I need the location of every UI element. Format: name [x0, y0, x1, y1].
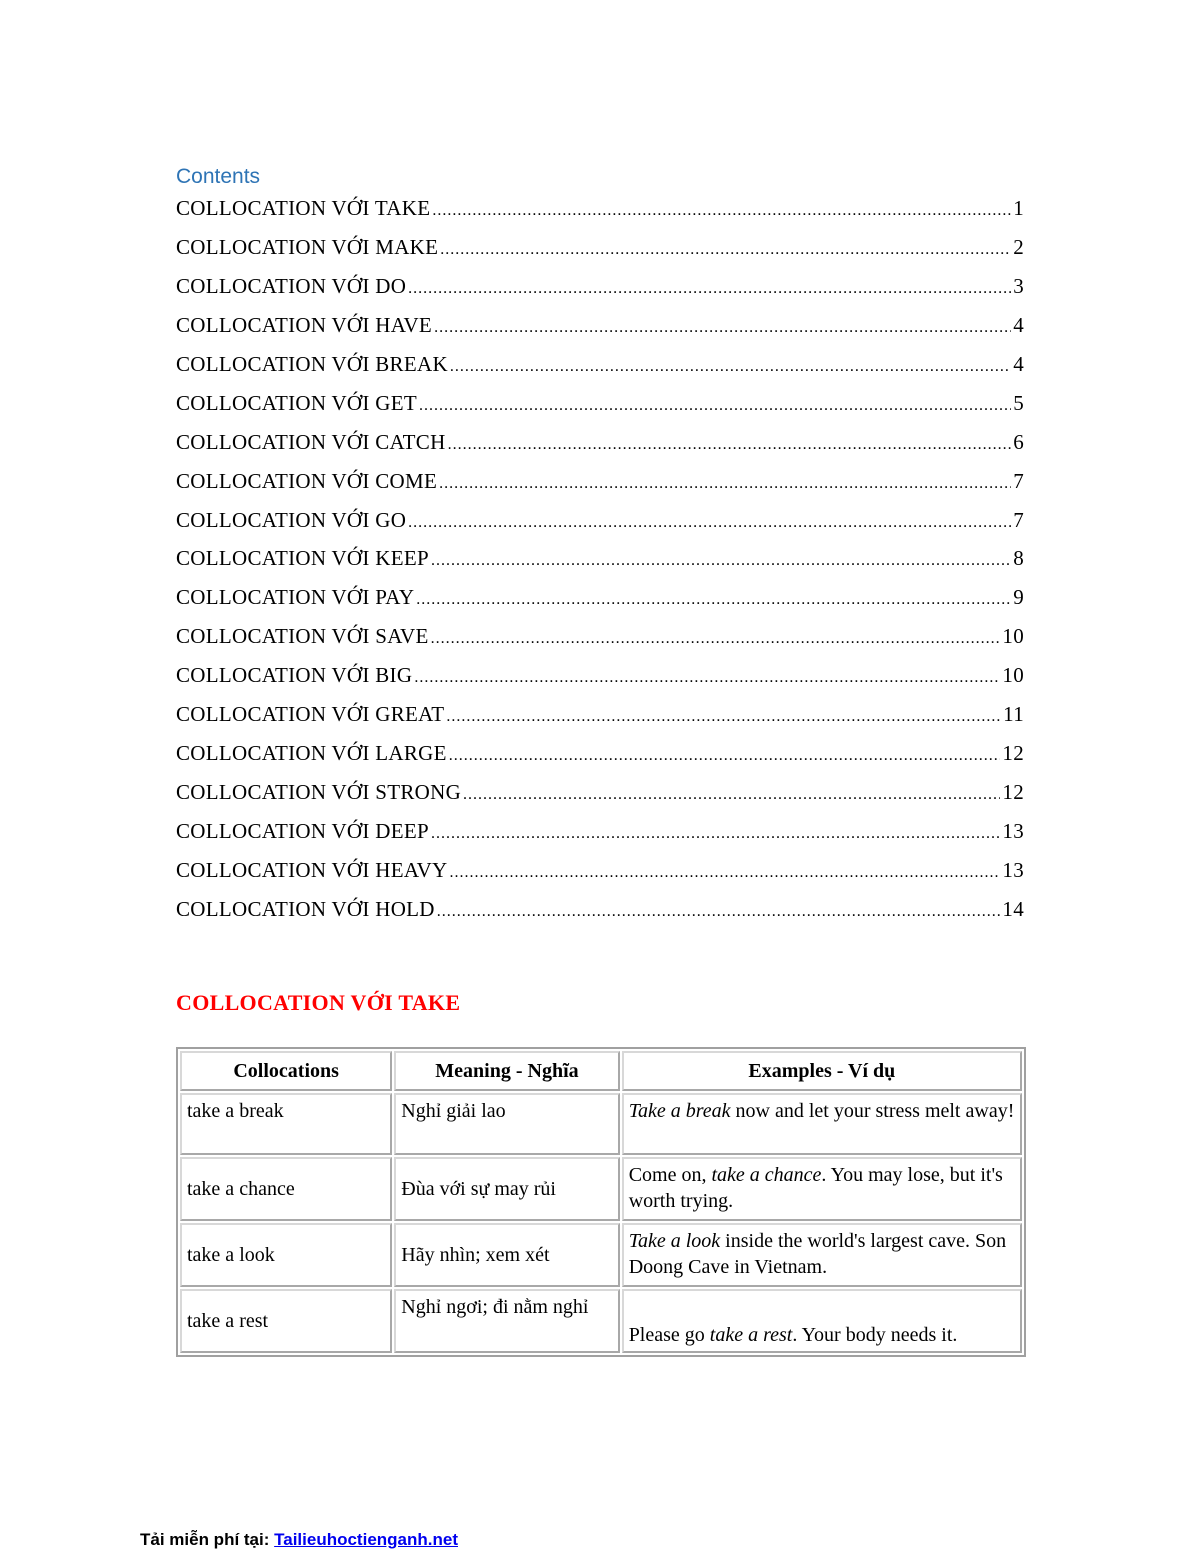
collocation-table-container — [176, 1047, 1026, 1357]
example-text: now and let your stress melt away! — [730, 1100, 1015, 1122]
toc-entry[interactable] — [176, 894, 1024, 933]
toc-entry-label: COLLOCATION VỚI TAKE — [176, 196, 431, 220]
collocation-cell: take a chance — [180, 1157, 392, 1221]
table-row — [180, 1157, 1022, 1221]
toc-leader-dots — [450, 858, 1001, 888]
example-cell — [622, 1289, 1022, 1353]
footer — [140, 1530, 458, 1550]
header-meaning: Meaning - Nghĩa — [394, 1051, 619, 1091]
toc-leader-dots — [450, 352, 1011, 382]
toc-entry[interactable] — [176, 310, 1024, 349]
example-collocation-emphasis: Take a look — [628, 1230, 721, 1252]
collocation-table — [176, 1047, 1026, 1357]
example-cell — [622, 1093, 1022, 1155]
footer-prefix: Tải miễn phí tại: — [140, 1530, 275, 1549]
toc-entry-label: COLLOCATION VỚI PAY — [176, 585, 415, 610]
example-text-prefix: Come on, — [628, 1164, 712, 1186]
table-row — [180, 1223, 1022, 1287]
contents-heading: Contents — [176, 165, 261, 188]
toc-entry[interactable] — [176, 349, 1024, 388]
toc-entry-label: COLLOCATION VỚI STRONG — [176, 780, 462, 805]
toc-leader-dots — [449, 741, 1001, 771]
collocation-cell: take a rest — [180, 1289, 392, 1353]
section-title: COLLOCATION VỚI TAKE — [176, 990, 461, 1015]
meaning-cell: Nghỉ ngơi; đi nằm nghỉ — [394, 1289, 619, 1353]
toc-entry-page: 6 — [1013, 429, 1024, 454]
toc-entry[interactable] — [176, 271, 1024, 310]
toc-entry-page: 10 — [1002, 663, 1024, 688]
toc-leader-dots — [437, 897, 1001, 927]
toc-entry-page: 13 — [1002, 819, 1024, 844]
toc-entry[interactable] — [176, 505, 1024, 544]
meaning-cell: Nghỉ giải lao — [394, 1093, 619, 1155]
table-of-contents — [176, 193, 1024, 933]
toc-entry-label: COLLOCATION VỚI COME — [176, 468, 438, 493]
toc-leader-dots — [439, 469, 1011, 499]
toc-entry-page: 2 — [1013, 234, 1024, 259]
toc-entry-page: 14 — [1002, 897, 1024, 922]
toc-entry-label: COLLOCATION VỚI HAVE — [176, 312, 433, 337]
toc-entry-label: COLLOCATION VỚI DO — [176, 273, 407, 298]
toc-entry[interactable] — [176, 855, 1024, 894]
table-row — [180, 1289, 1022, 1353]
toc-leader-dots — [408, 508, 1011, 538]
toc-entry-page: 7 — [1013, 507, 1024, 532]
toc-entry-page: 11 — [1003, 702, 1024, 727]
toc-entry[interactable] — [176, 777, 1024, 816]
toc-leader-dots — [448, 430, 1012, 460]
toc-entry-page: 9 — [1013, 585, 1024, 610]
toc-leader-dots — [408, 274, 1011, 304]
example-text: . Your body needs it. — [792, 1324, 958, 1346]
toc-entry[interactable] — [176, 738, 1024, 777]
header-examples: Examples - Ví dụ — [622, 1051, 1022, 1091]
toc-entry-page: 4 — [1013, 312, 1024, 337]
toc-leader-dots — [440, 235, 1011, 265]
toc-entry[interactable] — [176, 660, 1024, 699]
toc-entry-label: COLLOCATION VỚI BREAK — [176, 351, 448, 376]
toc-entry-page: 5 — [1013, 390, 1024, 415]
example-text: . You may lose, but it's worth trying. — [628, 1164, 1003, 1212]
toc-entry-page: 13 — [1002, 858, 1024, 883]
toc-entry-label: COLLOCATION VỚI HOLD — [176, 897, 435, 922]
example-text: inside the world's largest cave. Son Doong Cave in Vietnam. — [628, 1230, 1007, 1278]
toc-entry-page: 8 — [1013, 546, 1024, 571]
toc-entry-page: 12 — [1002, 741, 1024, 766]
meaning-cell: Đùa với sự may rủi — [394, 1157, 619, 1221]
example-cell — [622, 1157, 1022, 1221]
toc-entry[interactable] — [176, 582, 1024, 621]
toc-entry-label: COLLOCATION VỚI HEAVY — [176, 858, 448, 883]
toc-entry[interactable] — [176, 466, 1024, 505]
toc-entry-label: COLLOCATION VỚI BIG — [176, 663, 413, 688]
toc-leader-dots — [431, 819, 1000, 849]
toc-entry-label: COLLOCATION VỚI LARGE — [176, 741, 447, 766]
toc-entry[interactable] — [176, 427, 1024, 466]
toc-entry[interactable] — [176, 543, 1024, 582]
toc-leader-dots — [414, 663, 1000, 693]
toc-entry-page: 12 — [1002, 780, 1024, 805]
toc-leader-dots — [416, 585, 1011, 615]
toc-leader-dots — [446, 702, 1001, 732]
toc-entry[interactable] — [176, 699, 1024, 738]
toc-entry-label: COLLOCATION VỚI CATCH — [176, 429, 446, 454]
toc-leader-dots — [419, 391, 1011, 421]
toc-entry[interactable] — [176, 232, 1024, 271]
example-collocation-emphasis: Take a break — [628, 1100, 731, 1122]
table-header-row — [180, 1051, 1022, 1091]
toc-entry-label: COLLOCATION VỚI DEEP — [176, 819, 429, 844]
toc-entry-label: COLLOCATION VỚI GO — [176, 507, 407, 532]
footer-site-link[interactable]: Tailieuhoctienganh.net — [274, 1530, 458, 1549]
toc-entry-label: COLLOCATION VỚI MAKE — [176, 234, 439, 259]
collocation-cell: take a look — [180, 1223, 392, 1287]
toc-entry-page: 10 — [1002, 624, 1024, 649]
example-text-prefix: Please go — [628, 1324, 710, 1346]
toc-leader-dots — [431, 546, 1011, 576]
toc-entry-page: 3 — [1013, 273, 1024, 298]
toc-entry-label: COLLOCATION VỚI KEEP — [176, 546, 429, 571]
toc-entry[interactable] — [176, 816, 1024, 855]
toc-entry-page: 7 — [1013, 468, 1024, 493]
example-collocation-emphasis: take a chance — [711, 1164, 822, 1186]
toc-entry-page: 1 — [1013, 196, 1024, 220]
toc-leader-dots — [432, 196, 1011, 226]
toc-entry-label: COLLOCATION VỚI GREAT — [176, 702, 445, 727]
toc-entry[interactable] — [176, 388, 1024, 427]
toc-leader-dots — [463, 780, 1000, 810]
toc-entry[interactable] — [176, 621, 1024, 660]
toc-entry[interactable] — [176, 193, 1024, 232]
header-collocations: Collocations — [180, 1051, 392, 1091]
toc-leader-dots — [431, 624, 1001, 654]
toc-leader-dots — [434, 313, 1011, 343]
collocation-cell: take a break — [180, 1093, 392, 1155]
meaning-cell: Hãy nhìn; xem xét — [394, 1223, 619, 1287]
toc-entry-label: COLLOCATION VỚI SAVE — [176, 624, 429, 649]
example-cell — [622, 1223, 1022, 1287]
toc-entry-label: COLLOCATION VỚI GET — [176, 390, 417, 415]
table-row — [180, 1093, 1022, 1155]
example-collocation-emphasis: take a rest — [709, 1324, 793, 1346]
toc-entry-page: 4 — [1013, 351, 1024, 376]
